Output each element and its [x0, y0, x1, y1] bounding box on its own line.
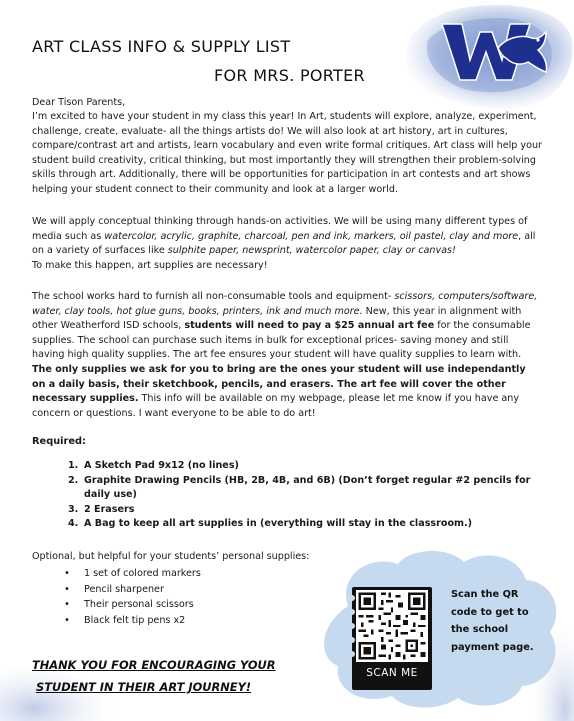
qr-code-icon[interactable] [356, 590, 428, 662]
optional-heading: Optional, but helpful for your students’ personal supplies: [32, 551, 310, 562]
list-item: • 1 set of colored markers [64, 566, 294, 582]
thank-you-message: THANK YOU FOR ENCOURAGING YOUR STUDENT IN THEIR ART JOURNEY! [32, 658, 276, 694]
greeting: Dear Tison Parents, [32, 97, 126, 108]
bullet-icon: • [64, 568, 70, 579]
list-item: 1. A Sketch Pad 9x12 (no lines) [68, 460, 239, 471]
page-subtitle: FOR MRS. PORTER [214, 66, 365, 85]
page-title: ART CLASS INFO & SUPPLY LIST [32, 37, 291, 56]
qr-instructions: Scan the QR code to get to the school payment page. [451, 589, 534, 653]
required-list [68, 459, 538, 532]
wildcat-kangaroo-w-logo [440, 18, 552, 86]
bullet-icon: • [64, 614, 70, 626]
bullet-icon: • [64, 583, 70, 595]
media-paragraph: We will apply conceptual thinking through hands-on activities. We will be using many different types of media such as watercolor, acrylic, graphite, charcoal, pen and ink, markers, oil pastel, clay and more, all on a variety of surfaces like sulphite paper, newsprint, watercolor paper, clay or canvas! To make this happen, art supplies are necessary! [32, 216, 536, 271]
list-item: 4. A Bag to keep all art supplies in (everything will stay in the classroom.) [68, 518, 473, 530]
list-item: • Their personal scissors [64, 597, 294, 613]
intro-paragraph: I’m excited to have your student in my class this year! In Art, students will explore, analyze, experiment, challenge, create, evaluate- all the things artists do! We will also look at art history, art in cultures, compare/contrast art and artists, learn vocabulary and even write formal critiques. Art class will help your student build creativity, critical thinking, but most importantly they will strengthen their problem-solving skills through art. Additionally, there will be opportunities for participation in art contests and art shows helping your student connect to their community and look at a larger world. [32, 111, 542, 195]
bullet-icon: • [64, 599, 70, 610]
optional-list [64, 566, 294, 628]
list-item: 2. Graphite Drawing Pencils (HB, 2B, 4B, and 6B) (Don’t forget regular #2 pencils for daily use) [68, 474, 531, 501]
list-item: 3. 2 Erasers [68, 503, 135, 515]
list-item: • Pencil sharpener [64, 582, 294, 598]
list-item: • Black felt tip pens x2 [64, 613, 294, 629]
fee-paragraph: The school works hard to furnish all non-consumable tools and equipment- scissors, computers/software, water, clay tools, hot glue guns, books, printers, ink and much more. New, this year in alignment with other Weatherford ISD schools, students will need to pay a $25 annual art fee for the consumable supplies. The school can purchase such items in bulk for exceptional prices- saving money and still having high quality supplies. The art fee ensures your student will have quality supplies to learn with. The only supplies we ask for you to bring are the ones your student will use independantly on a daily basis, their sketchbook, pencils, and erasers. The art fee will cover the other necessary supplies. This info will be available on my webpage, please let me know if you have any concern or questions. I want everyone to be able to do art! [32, 291, 538, 419]
required-heading: Required: [32, 436, 86, 447]
scan-me-label: SCAN ME [366, 667, 418, 679]
qr-code-card[interactable] [352, 587, 432, 690]
